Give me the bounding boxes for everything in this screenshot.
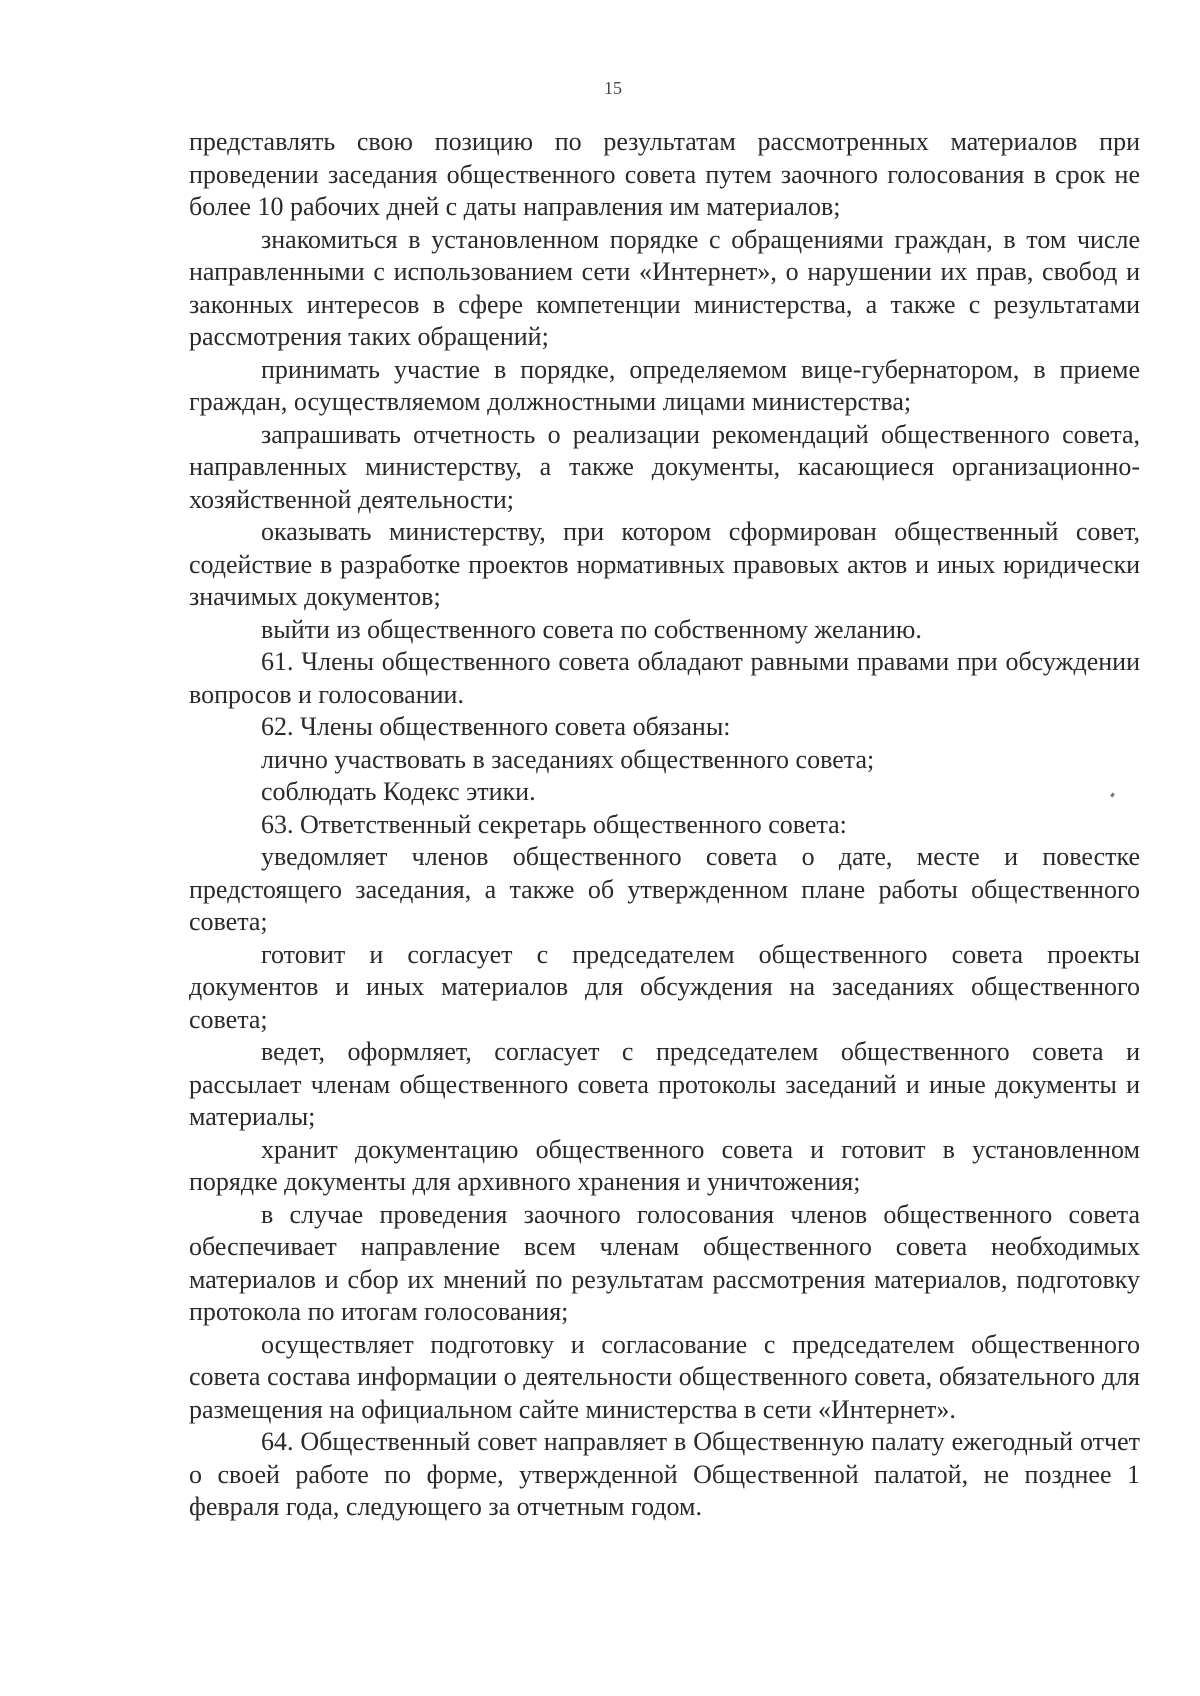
paragraph-continuation: представлять свою позицию по результатам рассмотренных материалов при проведении заседания общественного совета путем заочного голосования в срок не более 10 рабочих дней с даты направления им материалов;	[189, 127, 1140, 221]
paragraph-clause-61: 61. Члены общественного совета обладают равными правами при обсуждении вопросов и голосовании.	[189, 647, 1140, 709]
page-number: 15	[604, 78, 622, 98]
paragraph: соблюдать Кодекс этики.	[261, 777, 536, 806]
paragraph: знакомиться в установленном порядке с обращениями граждан, в том числе направленными с использованием сети «Интернет», о нарушении их прав, свобод и законных интересов в сфере компетенции министерства, а также с результатами рассмотрения таких обращений;	[189, 224, 1140, 351]
paragraph: готовит и согласует с председателем общественного совета проекты документов и иных материалов для обсуждения на заседаниях общественного совета;	[189, 939, 1140, 1034]
paragraph: оказывать министерству, при котором сформирован общественный совет, содействие в разработке проектов нормативных правовых актов и иных юридически значимых документов;	[189, 517, 1140, 611]
paragraph: запрашивать отчетность о реализации рекомендаций общественного совета, направленных министерству, а также документы, касающиеся организационно-хозяйственной деятельности;	[189, 419, 1140, 514]
paragraph: лично участвовать в заседаниях общественного совета;	[261, 744, 875, 774]
paragraph: хранит документацию общественного совета и готовит в установленном порядке документы для архивного хранения и уничтожения;	[189, 1134, 1140, 1196]
paragraph: ведет, оформляет, согласует с председателем общественного совета и рассылает членам общественного совета протоколы заседаний и иные документы и материалы;	[189, 1037, 1140, 1131]
paragraph-clause-64: 64. Общественный совет направляет в Общественную палату ежегодный отчет о своей работе по форме, утвержденной Общественной палатой, не позднее 1 февраля года, следующего за отчетным годом.	[189, 1427, 1140, 1521]
paragraph: осуществляет подготовку и согласование с председателем общественного совета состава информации о деятельности общественного совета, обязательного для размещения на официальном сайте министерства в сети «Интернет».	[189, 1329, 1140, 1424]
paragraph-clause-62: 62. Члены общественного совета обязаны:	[261, 712, 731, 741]
paragraph: уведомляет членов общественного совета о дате, месте и повестке предстоящего заседания, а также об утвержденном плане работы общественного совета;	[189, 842, 1140, 936]
paragraph-clause-63: 63. Ответственный секретарь общественного совета:	[261, 809, 847, 839]
paragraph: принимать участие в порядке, определяемом вице-губернатором, в приеме граждан, осуществляемом должностными лицами министерства;	[189, 354, 1140, 416]
document-body	[189, 126, 1140, 1524]
paragraph: выйти из общественного совета по собственному желанию.	[261, 614, 922, 644]
paragraph: в случае проведения заочного голосования членов общественного совета обеспечивает направление всем членам общественного совета необходимых материалов и сбор их мнений по результатам рассмотрения материалов, подготовку протокола по итогам голосования;	[189, 1199, 1140, 1326]
